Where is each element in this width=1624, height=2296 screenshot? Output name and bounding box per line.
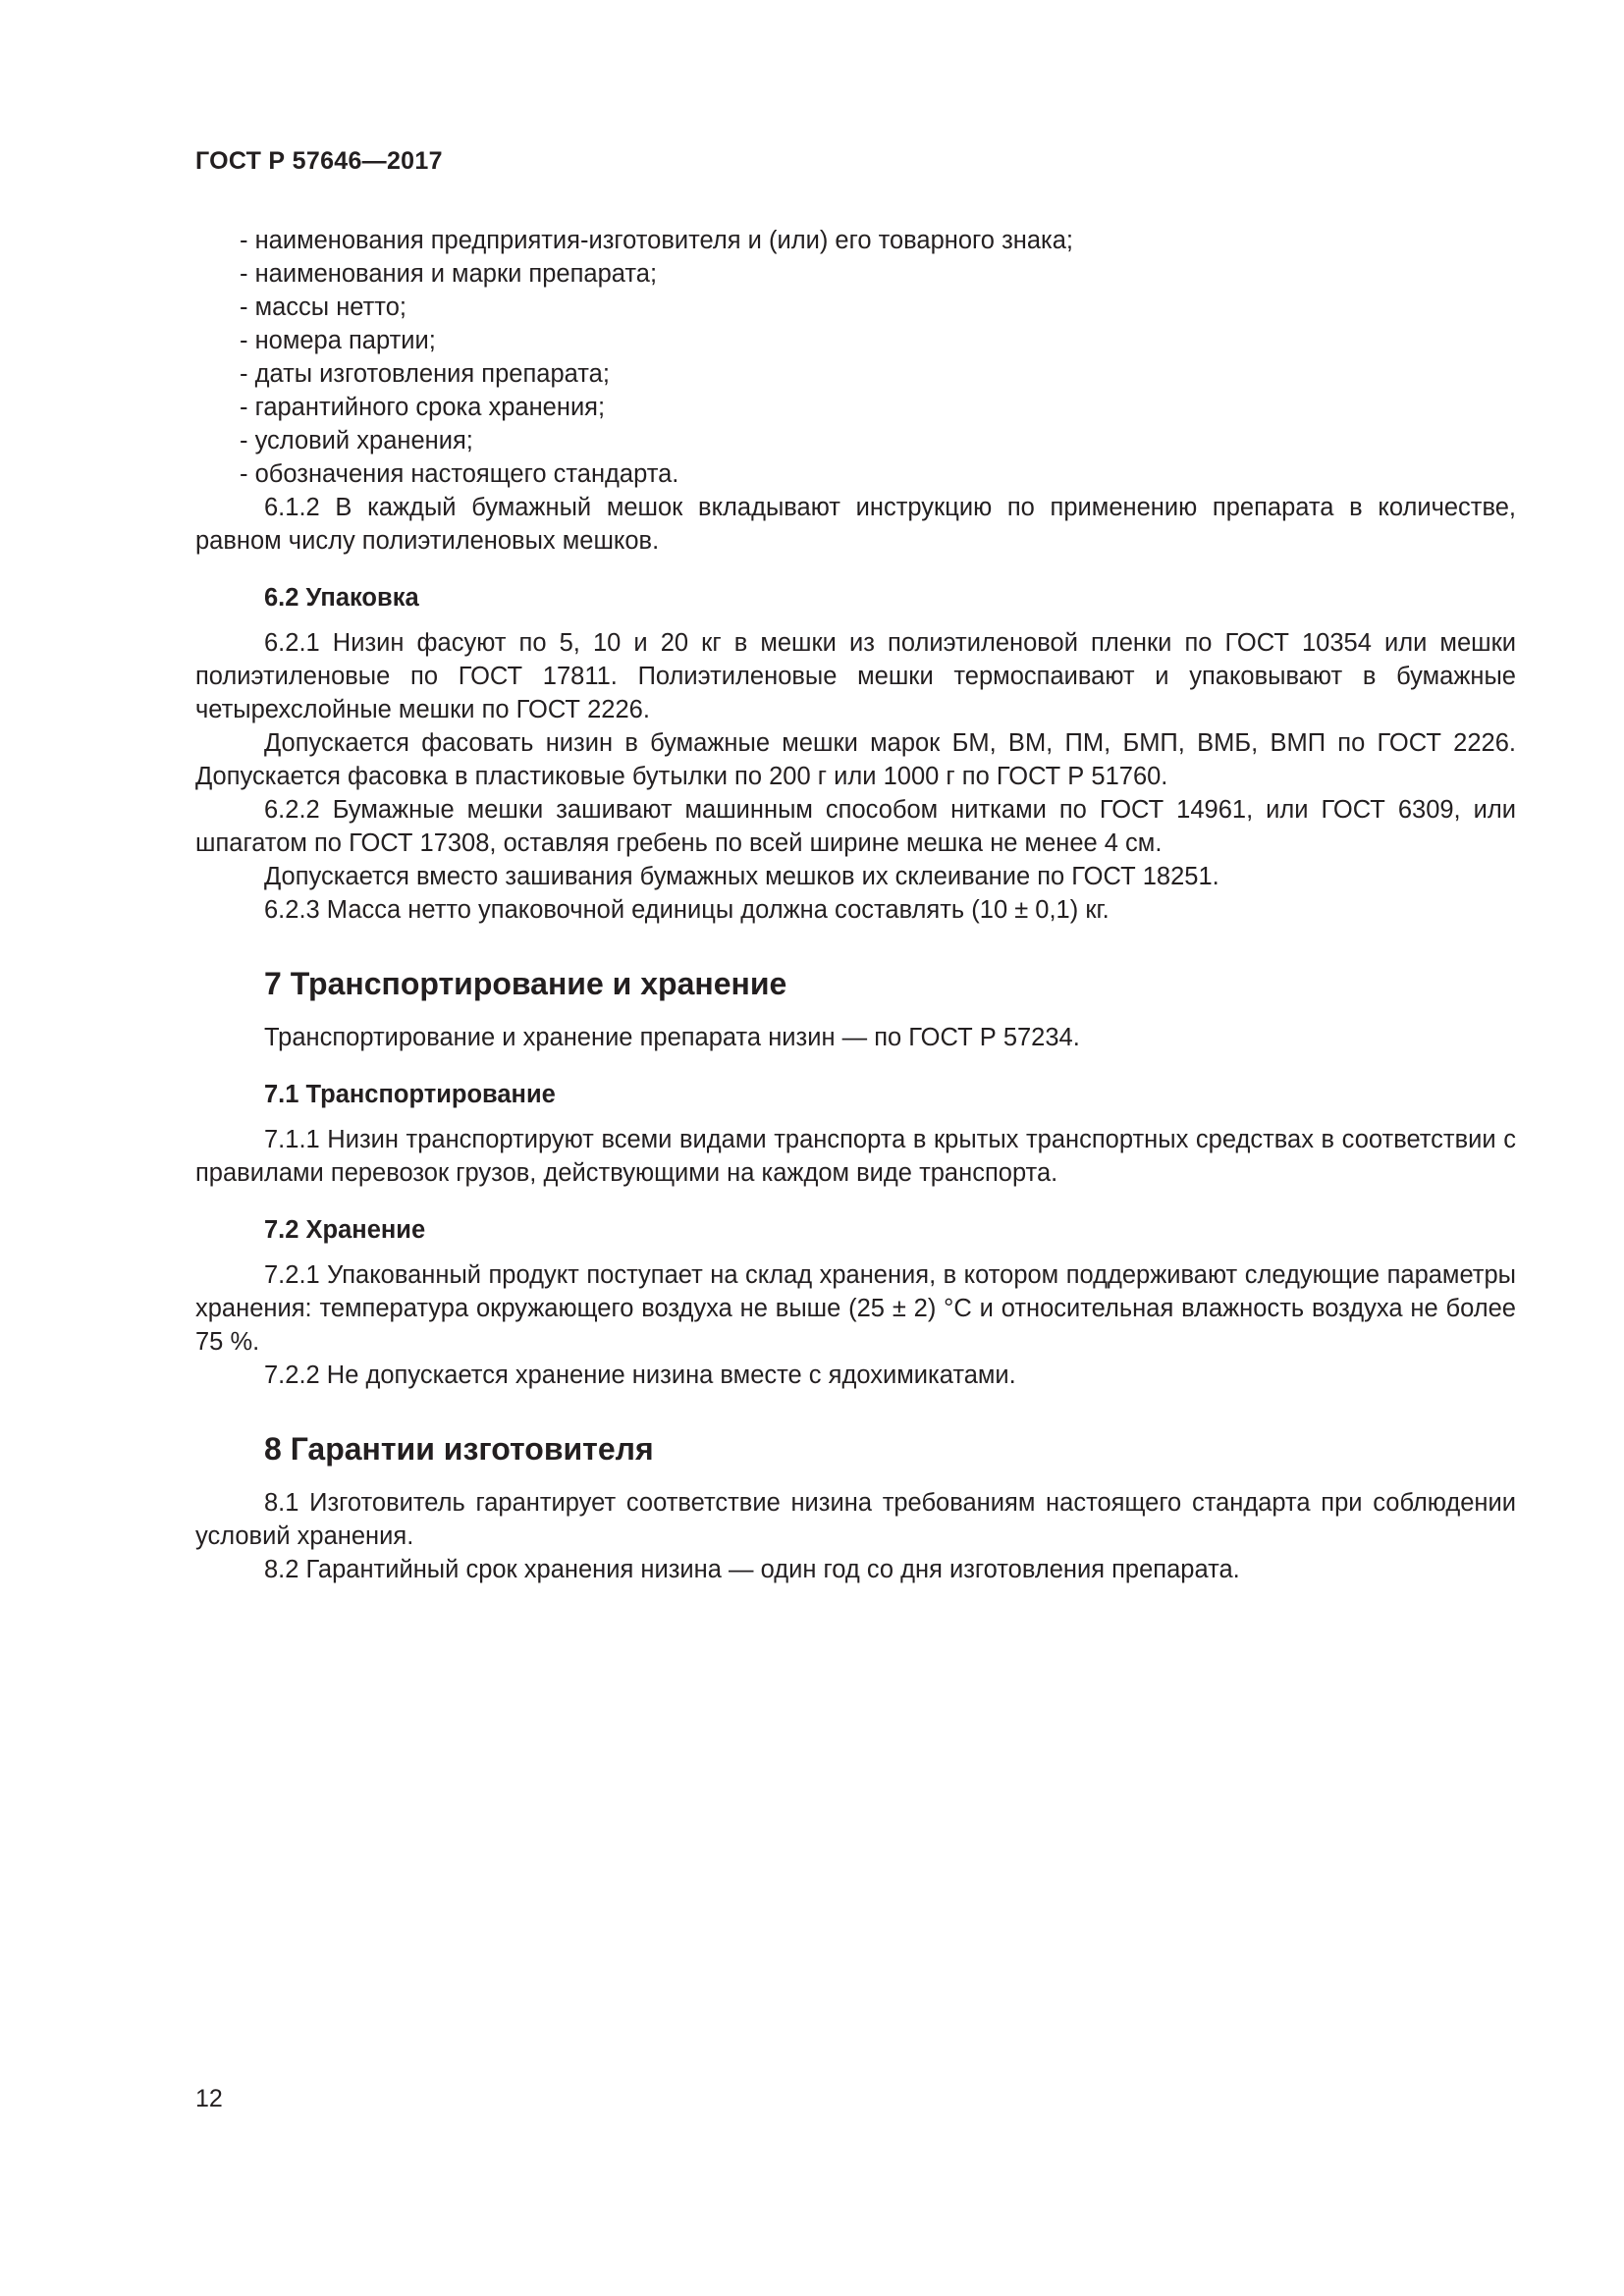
paragraph-8-2: 8.2 Гарантийный срок хранения низина — один год со дня изготовления препарата. (264, 1556, 1240, 1583)
paragraph-6-2-1-allowance: Допускается фасовать низин в бумажные мешки марок БМ, ВМ, ПМ, БМП, ВМБ, ВМП по ГОСТ 2226. Допускается фасовка в пластиковые бутылки по 200 г или 1000 г по ГОСТ Р 51760. (195, 729, 1516, 790)
section-title-8: 8 Гарантии изготовителя (264, 1431, 654, 1467)
document-header: ГОСТ Р 57646—2017 (195, 147, 443, 175)
paragraph-6-2-2-allowance: Допускается вместо зашивания бумажных мешков их склеивание по ГОСТ 18251. (264, 863, 1219, 890)
list-item: - массы нетто; (240, 294, 406, 321)
subsection-title-6-2: 6.2 Упаковка (264, 584, 419, 612)
paragraph-8-1: 8.1 Изготовитель гарантирует соответствие низина требованиям настоящего стандарта при соблюдении условий хранения. (195, 1489, 1516, 1550)
paragraph-7-1-1: 7.1.1 Низин транспортируют всеми видами транспорта в крытых транспортных средствах в соответствии с правилами перевозок грузов, действующими на каждом виде транспорта. (195, 1126, 1516, 1187)
paragraph-6-2-2: 6.2.2 Бумажные мешки зашивают машинным способом нитками по ГОСТ 14961, или ГОСТ 6309, или шпагатом по ГОСТ 17308, оставляя гребень по всей ширине мешка не менее 4 см. (195, 796, 1516, 857)
list-item: - гарантийного срока хранения; (240, 394, 606, 421)
paragraph-6-2-3: 6.2.3 Масса нетто упаковочной единицы должна составлять (10 ± 0,1) кг. (264, 896, 1110, 924)
list-item: - номера партии; (240, 327, 436, 354)
paragraph-7-2-2: 7.2.2 Не допускается хранение низина вместе с ядохимикатами. (264, 1362, 1016, 1389)
list-item: - даты изготовления препарата; (240, 360, 610, 388)
paragraph-7-intro: Транспортирование и хранение препарата низин — по ГОСТ Р 57234. (264, 1024, 1080, 1051)
section-title-7: 7 Транспортирование и хранение (264, 966, 787, 1001)
page-content (195, 224, 1516, 1586)
paragraph-6-2-1: 6.2.1 Низин фасуют по 5, 10 и 20 кг в мешки из полиэтиленовой пленки по ГОСТ 10354 или мешки полиэтиленовые по ГОСТ 17811. Полиэтиленовые мешки термоспаивают и упаковывают в бумажные четырехслойные мешки по ГОСТ 2226. (195, 629, 1516, 723)
paragraph-7-2-1: 7.2.1 Упакованный продукт поступает на склад хранения, в котором поддерживают следующие параметры хранения: температура окружающего воздуха не выше (25 ± 2) °С и относительная влажность воздуха не более 75 %. (195, 1261, 1516, 1356)
subsection-title-7-1: 7.1 Транспортирование (264, 1081, 556, 1108)
list-item: - наименования предприятия-изготовителя и (или) его товарного знака; (240, 227, 1074, 254)
list-item: - условий хранения; (240, 427, 473, 454)
list-item: - обозначения настоящего стандарта. (240, 460, 679, 488)
paragraph-6-1-2: 6.1.2 В каждый бумажный мешок вкладывают инструкцию по применению препарата в количестве, равном числу полиэтиленовых мешков. (195, 494, 1516, 555)
page-number: 12 (195, 2085, 223, 2112)
subsection-title-7-2: 7.2 Хранение (264, 1216, 426, 1244)
list-item: - наименования и марки препарата; (240, 260, 658, 288)
marking-list (195, 224, 1516, 491)
